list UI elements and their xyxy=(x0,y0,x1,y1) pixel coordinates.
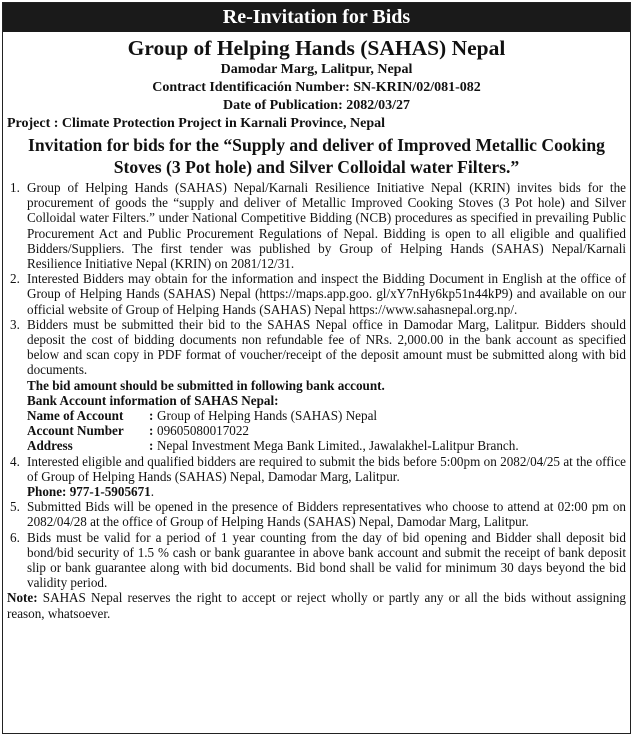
list-item xyxy=(7,454,626,500)
phone-period: . xyxy=(150,484,155,500)
item-text: Submitted Bids will be opened in the presence of Bidders representatives who choose to attend at 02:00 pm on 2082/04/28 at the office of Group of Helping Hands (SAHAS) Nepal, Damodar Marg, Lalitpur. xyxy=(27,499,626,530)
item-number: 3. xyxy=(10,316,20,332)
item-text: Bids must be valid for a period of 1 year counting from the day of bid opening and Bidder shall deposit bid bond/bid security of 1.5 % cash or bank guarantee in above bank account and submit the receipt of bank deposit slip or bank guarantee along with bid documents. Bid bond shall be valid for minimum 30 days beyond the bid validity period. xyxy=(27,529,626,591)
organization-name: Group of Helping Hands (SAHAS) Nepal xyxy=(127,36,506,60)
bank-address-label: Address xyxy=(27,438,73,454)
footer-note xyxy=(3,590,630,620)
bank-name-value: Group of Helping Hands (SAHAS) Nepal xyxy=(157,408,378,424)
notice-page xyxy=(2,2,631,734)
colon: : xyxy=(149,423,154,439)
organization-address: Damodar Marg, Lalitpur, Nepal xyxy=(220,62,413,77)
item-text: Bidders must be submitted their bid to the SAHAS Nepal office in Damodar Marg, Lalitpur. Bidders should deposit the cost of bidding documents non refundable fee of NRs. 2,000.00 in the bank account as specified below and scan copy in PDF format of voucher/receipt of the deposit amount must be submitted along with bid documents. xyxy=(27,316,626,378)
colon: : xyxy=(149,408,154,424)
project-line: Project : Climate Protection Project in Karnali Province, Nepal xyxy=(7,116,386,131)
list-item xyxy=(7,180,626,271)
contract-id: Contract Identificación Number: SN-KRIN/02/081-082 xyxy=(152,80,481,95)
note-label: Note: xyxy=(7,590,38,606)
bank-intro: The bid amount should be submitted in following bank account. xyxy=(27,377,385,393)
item-number: 5. xyxy=(10,499,20,515)
list-item xyxy=(7,317,626,454)
publication-date: Date of Publication: 2082/03/27 xyxy=(222,98,411,113)
item-number: 2. xyxy=(10,271,20,287)
list-item xyxy=(7,499,626,529)
invitation-headline: Invitation for bids for the “Supply and deliver of Improved Metallic Cooking Stoves (3 Pot hole) and Silver Colloidal water Filters.” xyxy=(28,135,605,177)
list-item xyxy=(7,530,626,591)
list-item xyxy=(7,271,626,317)
item-number: 1. xyxy=(10,180,20,195)
bank-number-label: Account Number xyxy=(27,423,124,439)
bank-number-value: 09605080017022 xyxy=(157,423,249,439)
bank-name-label: Name of Account xyxy=(27,408,124,424)
note-text: SAHAS Nepal reserves the right to accept or reject wholly or partly any or all the bids without assigning reason, whatsoever. xyxy=(7,590,626,621)
bank-title: Bank Account information of SAHAS Nepal: xyxy=(27,392,279,408)
item-number: 4. xyxy=(10,453,20,469)
item-text: Interested Bidders may obtain for the information and inspect the Bidding Document in English at the office of Group of Helping Hands (SAHAS) Nepal (https://maps.app.goo. gl/xY7nHy6kp51n44kP9) and available on our official website of Group of Helping Hands (SAHAS) Nepal https://www.sahasnepal.org.np/. xyxy=(27,271,626,317)
notice-body xyxy=(3,178,630,590)
item-text: Interested eligible and qualified bidders are required to submit the bids before 5:00pm on 2082/04/25 at the office of Group of Helping Hands (SAHAS) Nepal, Damodar Marg, Lalitpur. xyxy=(27,453,626,484)
bank-details xyxy=(27,408,626,454)
bank-address-value: Nepal Investment Mega Bank Limited., Jawalakhel-Lalitpur Branch. xyxy=(157,438,519,454)
phone-number: Phone: 977-1-5905671 xyxy=(27,484,151,500)
item-text: Group of Helping Hands (SAHAS) Nepal/Karnali Resilience Initiative Nepal (KRIN) invites bids for the procurement of goods the “supply and deliver of Metallic Improved Cooking Stoves (3 Pot hole) and Silver Colloidal water Filters.” under National Competitive Bidding (NCB) procedures as specified in prevailing Public Procurement Act and Public Procurement Regulations of Nepal. Bidding is open to all eligible and qualified Bidders/Suppliers. The first tender was published by Group of Helping Hands (SAHAS) Nepal/Karnali Resilience Initiative Nepal (KRIN) on 2081/12/31. xyxy=(27,180,626,272)
banner-title: Re-Invitation for Bids xyxy=(3,3,630,32)
item-number: 6. xyxy=(10,529,20,545)
colon: : xyxy=(149,438,154,454)
